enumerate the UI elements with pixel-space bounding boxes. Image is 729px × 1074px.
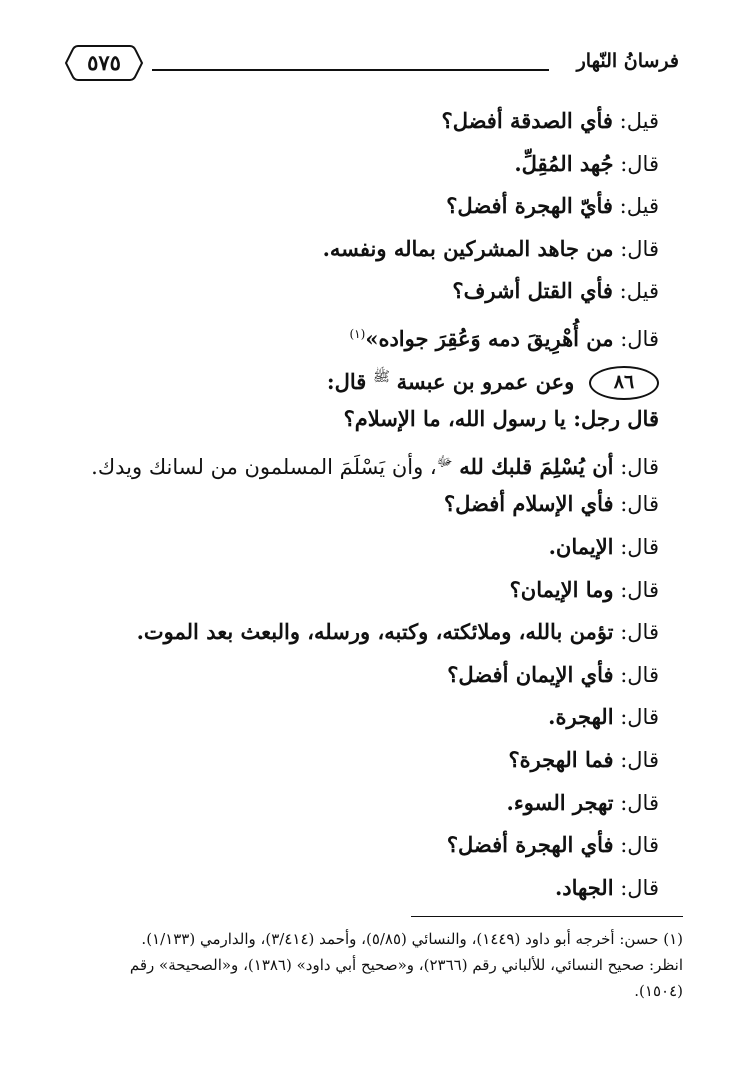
speaker: قال: bbox=[620, 705, 659, 730]
page-header bbox=[64, 44, 679, 84]
speaker: قال: bbox=[620, 620, 659, 645]
dialogue-line bbox=[110, 611, 659, 654]
speech: جُهد المُقِلِّ. bbox=[514, 150, 614, 176]
speech: الهجرة. bbox=[548, 704, 614, 730]
speech: فأي القتل أشرف؟ bbox=[452, 278, 613, 304]
header-rule bbox=[152, 69, 549, 71]
speech: الإيمان. bbox=[548, 533, 614, 559]
speaker: قيل: bbox=[619, 279, 659, 304]
speaker: قال: bbox=[620, 534, 659, 559]
footnote-line: (١) حسن: أخرجه أبو داود (١٤٤٩)، والنسائي (٥/٨٥)، وأحمد (٣/٤١٤)، والدارمي (١/١٣٣). bbox=[141, 930, 683, 948]
footnote-line: (١٥٠٤). bbox=[634, 982, 683, 1000]
speech: من أُهْرِيقَ دمه وَعُقِرَ جواده» bbox=[365, 325, 614, 351]
dialogue-line bbox=[110, 696, 659, 739]
speaker: قيل: bbox=[619, 194, 659, 219]
speech: تهجر السوء. bbox=[506, 789, 614, 815]
honorific: ﷺ bbox=[373, 368, 390, 385]
speaker: قال: bbox=[620, 662, 659, 687]
speaker: قال: bbox=[620, 790, 659, 815]
hadith-said: قال: bbox=[326, 368, 367, 394]
speaker: قيل: bbox=[619, 109, 659, 133]
speaker: قال: bbox=[620, 151, 659, 176]
dialogue-line bbox=[110, 782, 659, 825]
hadith-narrator: وعن عمرو بن عبسة bbox=[396, 368, 575, 394]
dialogue-line bbox=[110, 398, 659, 441]
speech: فما الهجرة؟ bbox=[508, 746, 614, 772]
dialogue-line bbox=[110, 867, 659, 910]
speech: وما الإيمان؟ bbox=[509, 576, 614, 602]
speech: الجهاد. bbox=[555, 874, 614, 900]
speech: من جاهد المشركين بماله ونفسه. bbox=[322, 235, 614, 261]
dialogue-line bbox=[110, 526, 659, 569]
dialogue-line bbox=[110, 313, 659, 356]
speaker: قال: bbox=[620, 875, 659, 900]
hadith-number: ٨٦ bbox=[589, 366, 659, 400]
speech: فأي الهجرة أفضل؟ bbox=[446, 832, 614, 858]
speech: فأي الإيمان أفضل؟ bbox=[447, 661, 614, 687]
speech: قال رجل: يا رسول الله، ما الإسلام؟ bbox=[343, 406, 659, 432]
speech-rest: ، وأن يَسْلَمَ المسلمون من لسانك ويدك. bbox=[91, 454, 437, 479]
speech: فأي الإسلام أفضل؟ bbox=[443, 491, 614, 517]
footnote-line: انظر: صحيح النسائي، للألباني رقم (٢٣٦٦)، و«صحيح أبي داود» (١٣٨٦)، و«الصحيحة» رقم bbox=[129, 956, 683, 974]
dialogue-line bbox=[110, 824, 659, 867]
footnote-ref: (١) bbox=[349, 326, 366, 341]
speaker: قال: bbox=[620, 454, 659, 479]
speaker: قال: bbox=[620, 747, 659, 772]
dialogue-line bbox=[110, 569, 659, 612]
dialogue-line bbox=[110, 185, 659, 228]
dialogue-line bbox=[110, 270, 659, 313]
speech: فأيّ الهجرة أفضل؟ bbox=[446, 193, 613, 219]
speaker: قال: bbox=[620, 833, 659, 858]
page-body bbox=[91, 100, 659, 909]
dialogue-line bbox=[110, 228, 659, 271]
speaker: قال: bbox=[620, 492, 659, 517]
speech: أن يُسْلِمَ قلبك لله bbox=[459, 453, 614, 479]
dialogue-line bbox=[110, 483, 659, 526]
footnote-rule bbox=[411, 916, 683, 917]
book-title: فرسانُ النّهار bbox=[576, 50, 679, 72]
dialogue-line bbox=[110, 654, 659, 697]
dialogue-line bbox=[110, 143, 659, 186]
speech: فأي الصدقة أفضل؟ bbox=[441, 108, 613, 133]
page-number: ٥٧٥ bbox=[87, 50, 121, 75]
dialogue-line bbox=[91, 441, 659, 484]
dialogue-line bbox=[110, 739, 659, 782]
honorific: ﷻ bbox=[436, 453, 453, 470]
dialogue-line bbox=[110, 100, 659, 143]
hadith-heading bbox=[110, 356, 659, 399]
speech: تؤمن بالله، وملائكته، وكتبه، ورسله، والبعث بعد الموت. bbox=[136, 619, 614, 645]
footnotes bbox=[56, 926, 683, 1004]
speaker: قال: bbox=[620, 577, 659, 602]
speaker: قال: bbox=[620, 236, 659, 261]
speaker: قال: bbox=[620, 326, 659, 351]
